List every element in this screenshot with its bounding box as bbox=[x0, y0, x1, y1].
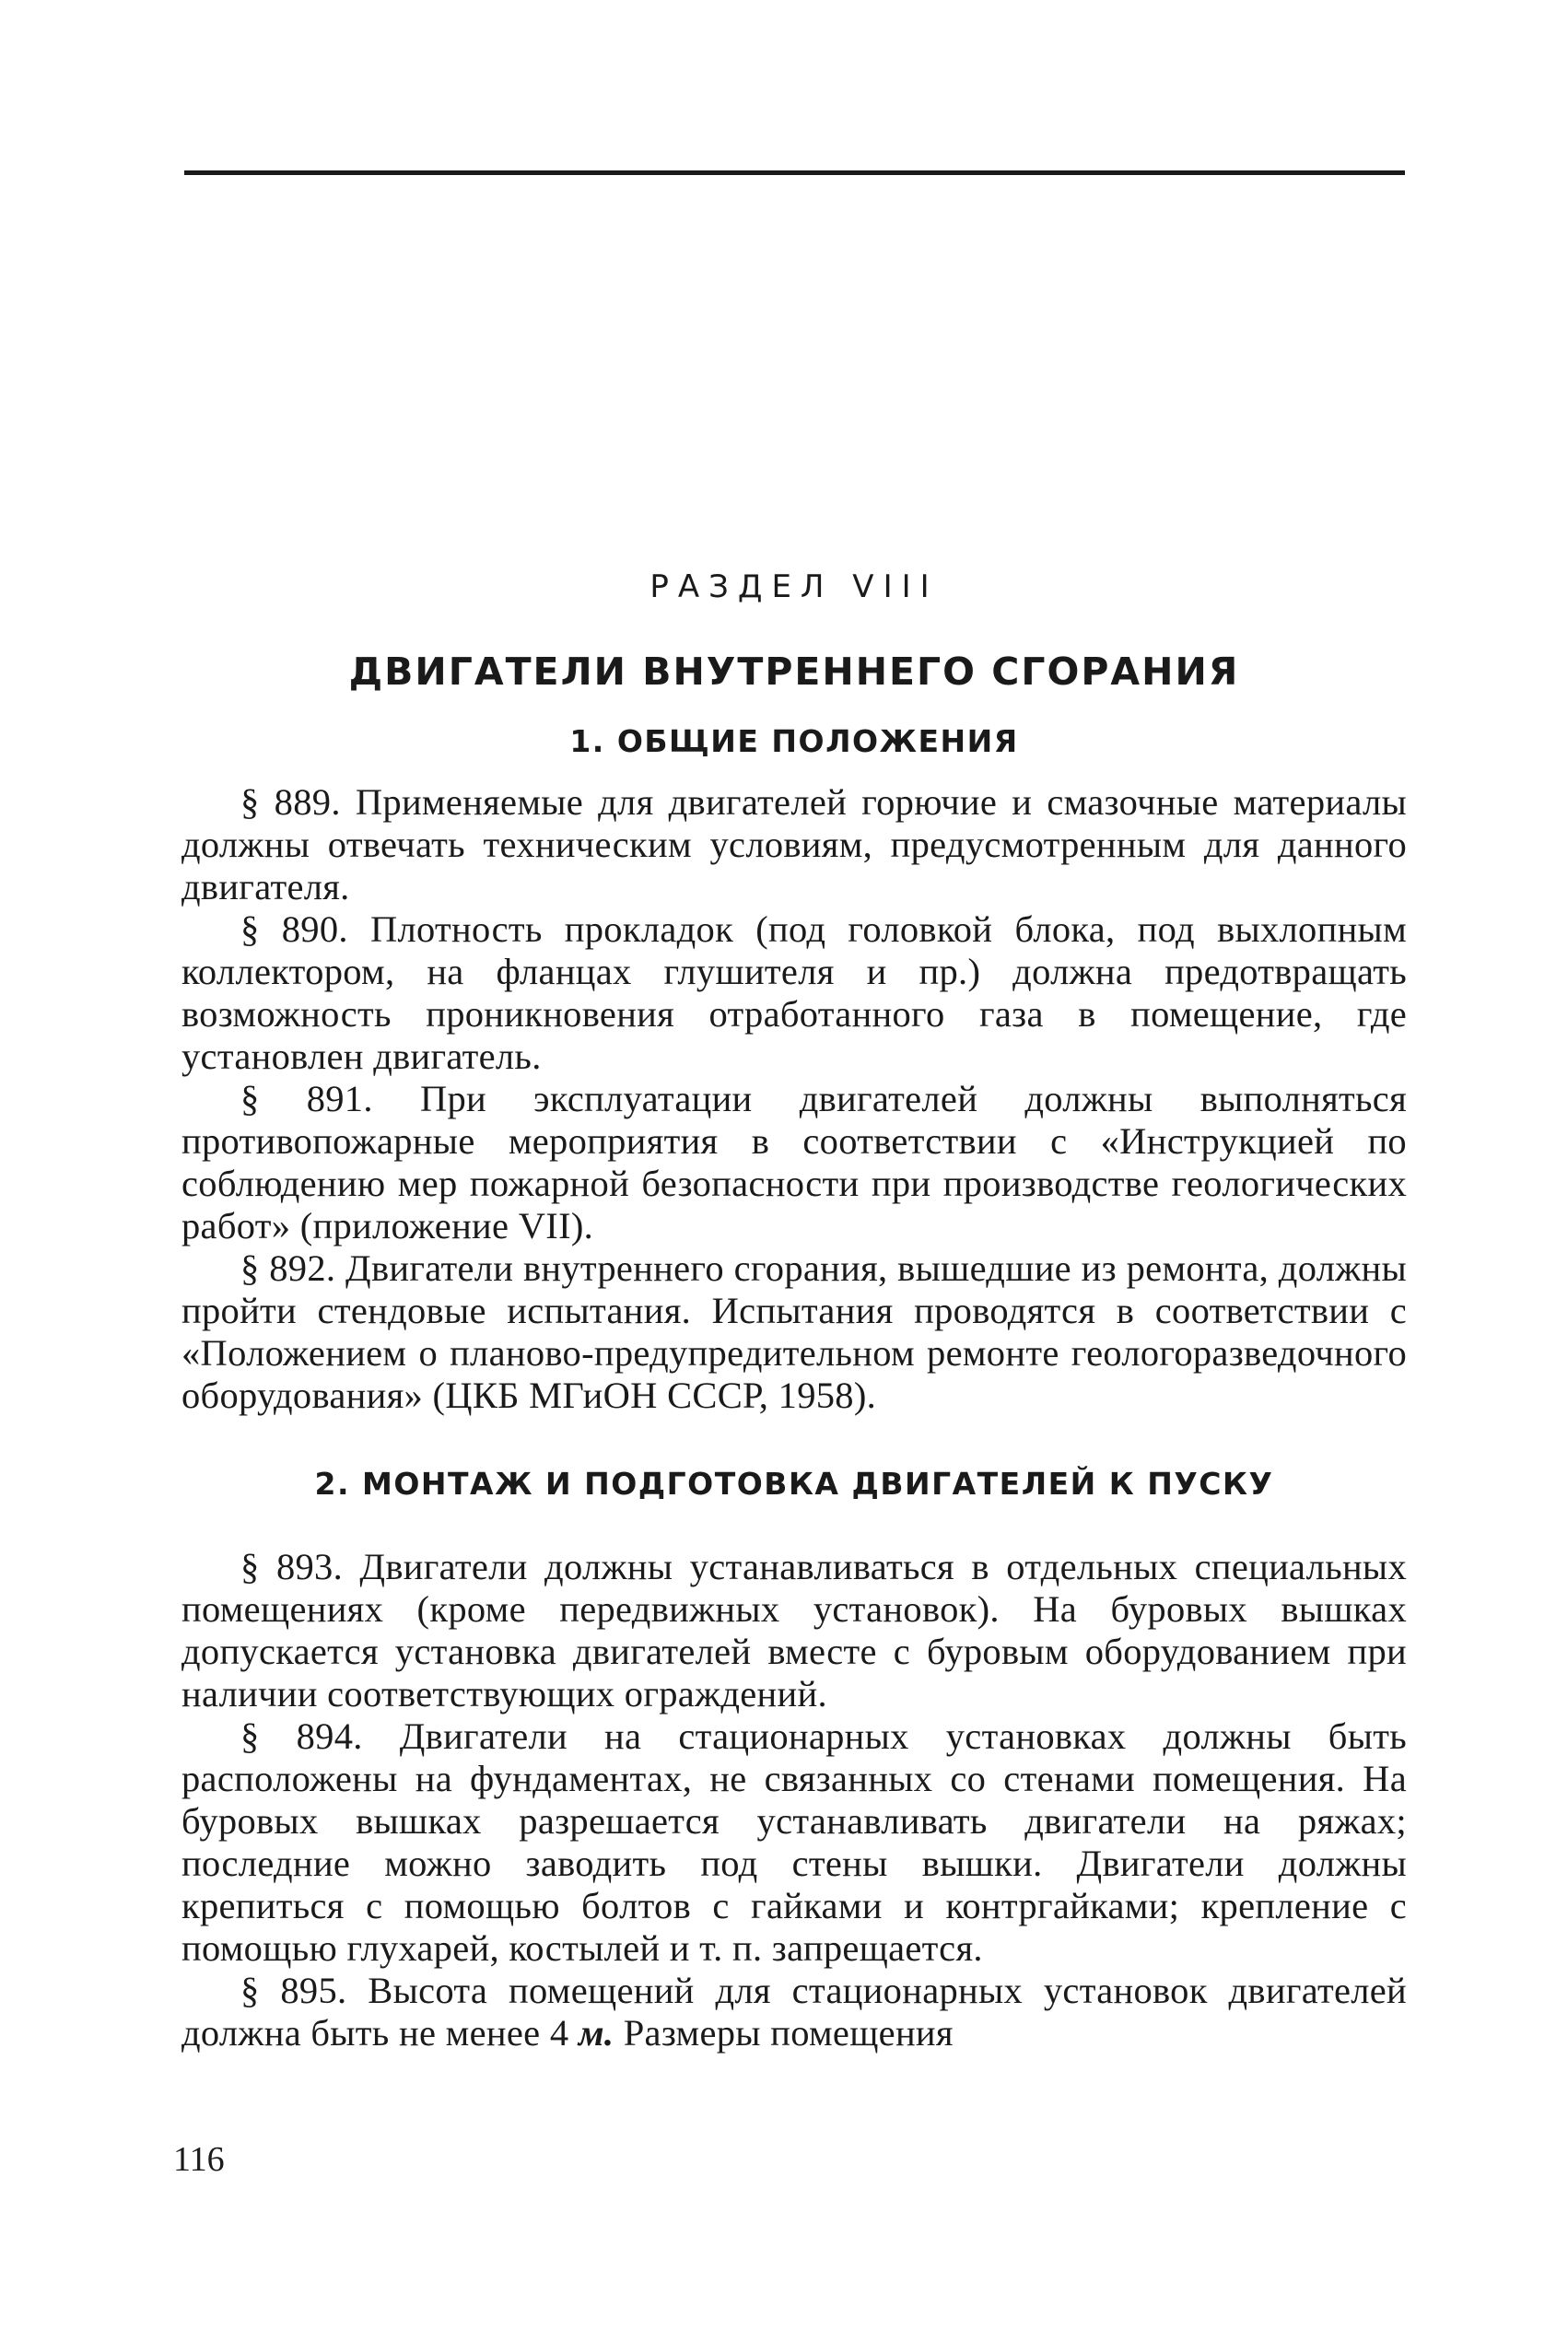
paragraph-891: § 891. При эксплуатации двигателей должны выполняться противопожарные мероприятия в соответствии с «Инструкцией по соблюдению мер пожарной безопасности при производстве геологических работ» (приложение VII). bbox=[181, 1078, 1407, 1246]
paragraph-890: § 890. Плотность прокладок (под головкой блока, под выхлопным коллектором, на фланцах глушителя и пр.) должна предотвращать возможность проникновения отработанного газа в помещение, где установлен двигатель. bbox=[181, 908, 1407, 1077]
subsection-title-installation: 2. МОНТАЖ И ПОДГОТОВКА ДВИГАТЕЛЕЙ К ПУСКУ bbox=[314, 1466, 1274, 1502]
paragraph-895-text-start: § 895. Высота помещений для стационарных установок двигателей должна быть не менее 4 bbox=[181, 1970, 1407, 2054]
paragraph-895-unit: м. bbox=[578, 2012, 614, 2054]
page-number: 116 bbox=[173, 2140, 225, 2179]
top-rule bbox=[184, 170, 1405, 175]
section-label: РАЗДЕЛ VIII bbox=[649, 568, 939, 605]
paragraph-895-text-end: Размеры помещения bbox=[614, 2012, 954, 2054]
subsection-title-general: 1. ОБЩИЕ ПОЛОЖЕНИЯ bbox=[569, 723, 1019, 759]
page-content bbox=[181, 564, 1407, 2054]
section-title: ДВИГАТЕЛИ ВНУТРЕННЕГО СГОРАНИЯ bbox=[348, 650, 1240, 694]
paragraph-894: § 894. Двигатели на стационарных установках должны быть расположены на фундаментах, не связанных со стенами помещения. На буровых вышках разрешается устанавливать двигатели на ряжах; последние можно заводить под стены вышки. Двигатели должны крепиться с помощью болтов с гайками и контргайками; крепление с помощью глухарей, костылей и т. п. запрещается. bbox=[181, 1715, 1407, 1969]
paragraph-889: § 889. Применяемые для двигателей горючие и смазочные материалы должны отвечать техническим условиям, предусмотренным для данного двигателя. bbox=[181, 781, 1407, 907]
paragraph-893: § 893. Двигатели должны устанавливаться в отдельных специальных помещениях (кроме передвижных установок). На буровых вышках допускается установка двигателей вместе с буровым оборудованием при наличии соответствующих ограждений. bbox=[181, 1546, 1407, 1715]
paragraph-895 bbox=[181, 1970, 1407, 2054]
paragraph-892: § 892. Двигатели внутреннего сгорания, вышедшие из ремонта, должны пройти стендовые испытания. Испытания проводятся в соответствии с «Положением о планово-предупредительном ремонте геологоразведочного оборудования» (ЦКБ МГиОН СССР, 1958). bbox=[181, 1247, 1407, 1416]
